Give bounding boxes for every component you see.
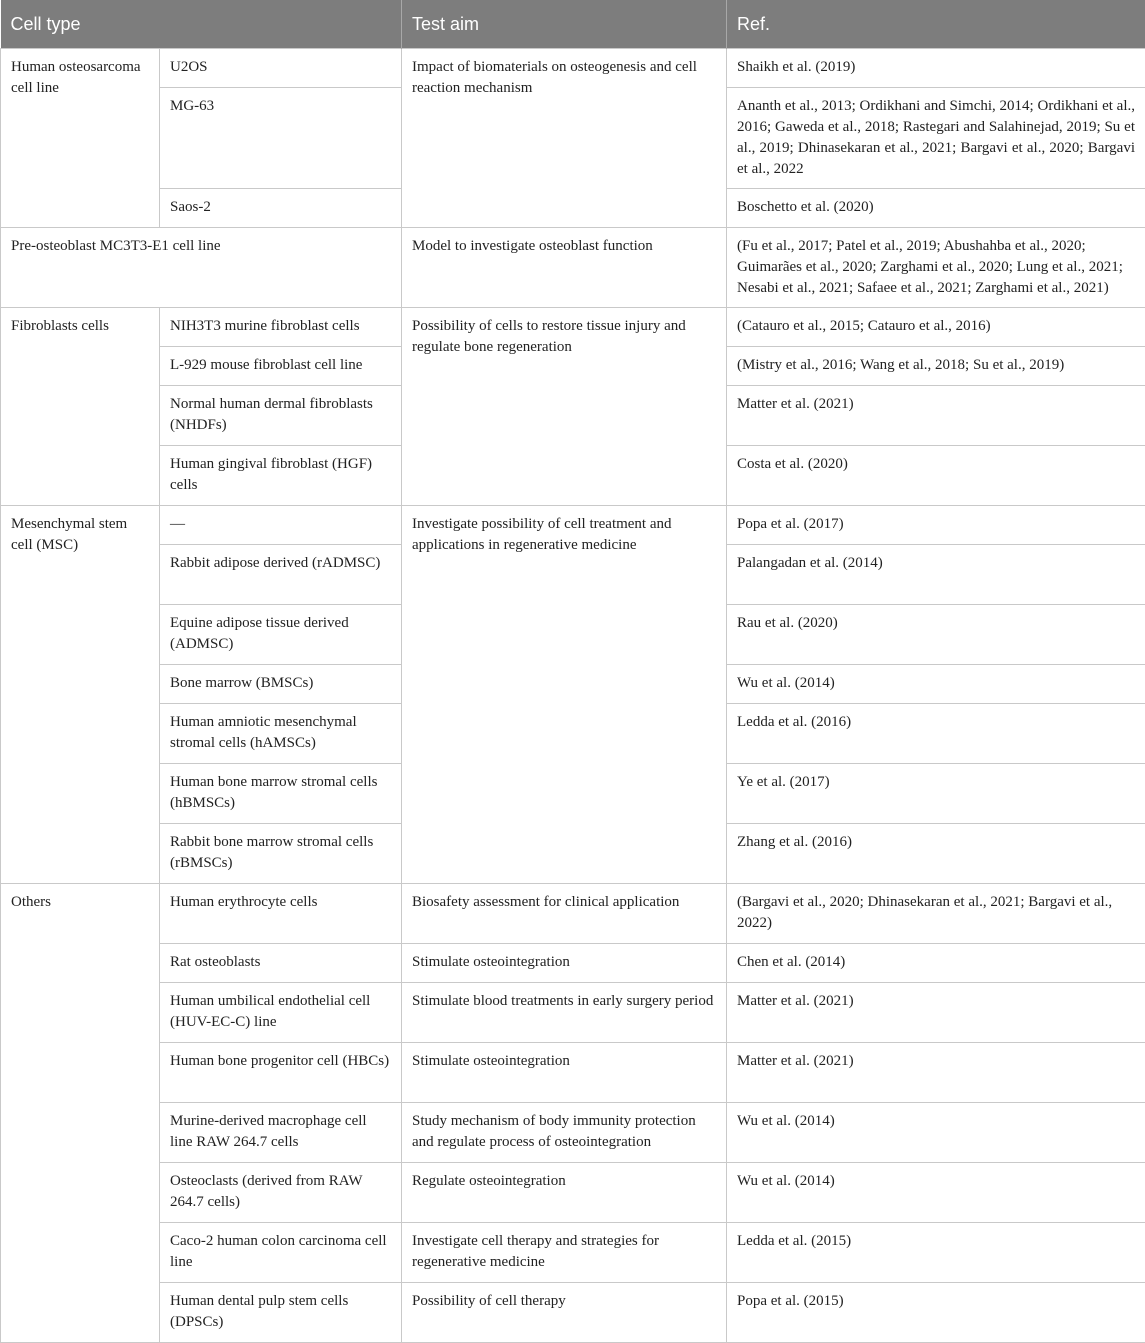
reference: Ledda et al. (2016) [727, 704, 1145, 764]
reference: Palangadan et al. (2014) [727, 545, 1145, 605]
table-row [1, 983, 1145, 1043]
cell-name: Normal human dermal fibroblasts (NHDFs) [160, 386, 402, 446]
cell-name: Murine-derived macrophage cell line RAW 264.7 cells [160, 1103, 402, 1163]
reference: (Mistry et al., 2016; Wang et al., 2018; Su et al., 2019) [727, 347, 1145, 386]
test-aim: Regulate osteointegration [402, 1163, 727, 1223]
header-test-aim: Test aim [402, 0, 727, 49]
cell-name: Human amniotic mesenchymal stromal cells (hAMSCs) [160, 704, 402, 764]
cell-name: Caco-2 human colon carcinoma cell line [160, 1223, 402, 1283]
cell-name: L-929 mouse fibroblast cell line [160, 347, 402, 386]
reference: Popa et al. (2015) [727, 1283, 1145, 1343]
cell-name: Osteoclasts (derived from RAW 264.7 cells) [160, 1163, 402, 1223]
test-aim: Possibility of cells to restore tissue injury and regulate bone regeneration [402, 308, 727, 506]
table-row [1, 1043, 1145, 1103]
reference: Rau et al. (2020) [727, 605, 1145, 665]
test-aim: Study mechanism of body immunity protection and regulate process of osteointegration [402, 1103, 727, 1163]
table-row [1, 49, 1145, 88]
group-label: Pre-osteoblast MC3T3-E1 cell line [1, 228, 402, 308]
table-row [1, 308, 1145, 347]
table-row [1, 1103, 1145, 1163]
table-row [1, 1163, 1145, 1223]
reference: Ye et al. (2017) [727, 764, 1145, 824]
cell-name: Human gingival fibroblast (HGF) cells [160, 446, 402, 506]
cell-name: Rabbit adipose derived (rADMSC) [160, 545, 402, 605]
reference: Chen et al. (2014) [727, 944, 1145, 983]
group-label: Fibroblasts cells [1, 308, 160, 506]
header-cell-type: Cell type [1, 0, 402, 49]
test-aim: Impact of biomaterials on osteogenesis and cell reaction mechanism [402, 49, 727, 228]
header-row [1, 0, 1145, 49]
cell-name: Human dental pulp stem cells (DPSCs) [160, 1283, 402, 1343]
reference: Boschetto et al. (2020) [727, 189, 1145, 228]
test-aim: Stimulate osteointegration [402, 1043, 727, 1103]
table-row [1, 506, 1145, 545]
reference: Ananth et al., 2013; Ordikhani and Simchi, 2014; Ordikhani et al., 2016; Gaweda et al., 2018; Rastegari and Salahinejad, 2019; Su et al., 2019; Dhinasekaran et al., 2021; Bargavi et al., 2020; Bargavi et al., 2022 [727, 88, 1145, 189]
test-aim: Stimulate osteointegration [402, 944, 727, 983]
table-row [1, 944, 1145, 983]
table-row [1, 1223, 1145, 1283]
reference: Popa et al. (2017) [727, 506, 1145, 545]
reference: Ledda et al. (2015) [727, 1223, 1145, 1283]
cell-name: NIH3T3 murine fibroblast cells [160, 308, 402, 347]
reference: Wu et al. (2014) [727, 1103, 1145, 1163]
test-aim: Possibility of cell therapy [402, 1283, 727, 1343]
test-aim: Investigate possibility of cell treatment and applications in regenerative medicine [402, 506, 727, 884]
group-label: Mesenchymal stem cell (MSC) [1, 506, 160, 884]
cell-name: — [160, 506, 402, 545]
reference: Matter et al. (2021) [727, 1043, 1145, 1103]
cell-name: MG-63 [160, 88, 402, 189]
header-ref: Ref. [727, 0, 1145, 49]
reference: Shaikh et al. (2019) [727, 49, 1145, 88]
test-aim: Stimulate blood treatments in early surgery period [402, 983, 727, 1043]
cell-name: Bone marrow (BMSCs) [160, 665, 402, 704]
reference: Matter et al. (2021) [727, 386, 1145, 446]
reference: (Catauro et al., 2015; Catauro et al., 2016) [727, 308, 1145, 347]
reference: Wu et al. (2014) [727, 1163, 1145, 1223]
reference: Wu et al. (2014) [727, 665, 1145, 704]
reference: Zhang et al. (2016) [727, 824, 1145, 884]
cell-name: Rat osteoblasts [160, 944, 402, 983]
reference: (Fu et al., 2017; Patel et al., 2019; Abushahba et al., 2020; Guimarães et al., 2020; Zarghami et al., 2020; Lung et al., 2021; Nesabi et al., 2021; Safaee et al., 2021; Zarghami et al., 2021) [727, 228, 1145, 308]
reference: Matter et al. (2021) [727, 983, 1145, 1043]
group-label: Human osteosarcoma cell line [1, 49, 160, 228]
cell-name: Equine adipose tissue derived (ADMSC) [160, 605, 402, 665]
cell-name: U2OS [160, 49, 402, 88]
cell-name: Human erythrocyte cells [160, 884, 402, 944]
table-row [1, 1283, 1145, 1343]
cell-name: Human bone marrow stromal cells (hBMSCs) [160, 764, 402, 824]
reference: (Bargavi et al., 2020; Dhinasekaran et al., 2021; Bargavi et al., 2022) [727, 884, 1145, 944]
test-aim: Investigate cell therapy and strategies for regenerative medicine [402, 1223, 727, 1283]
test-aim: Model to investigate osteoblast function [402, 228, 727, 308]
table-row [1, 884, 1145, 944]
cell-name: Saos-2 [160, 189, 402, 228]
cell-name: Rabbit bone marrow stromal cells (rBMSCs) [160, 824, 402, 884]
cell-name: Human bone progenitor cell (HBCs) [160, 1043, 402, 1103]
test-aim: Biosafety assessment for clinical application [402, 884, 727, 944]
reference: Costa et al. (2020) [727, 446, 1145, 506]
group-label: Others [1, 884, 160, 1343]
table-row [1, 228, 1145, 308]
cell-name: Human umbilical endothelial cell (HUV-EC-C) line [160, 983, 402, 1043]
